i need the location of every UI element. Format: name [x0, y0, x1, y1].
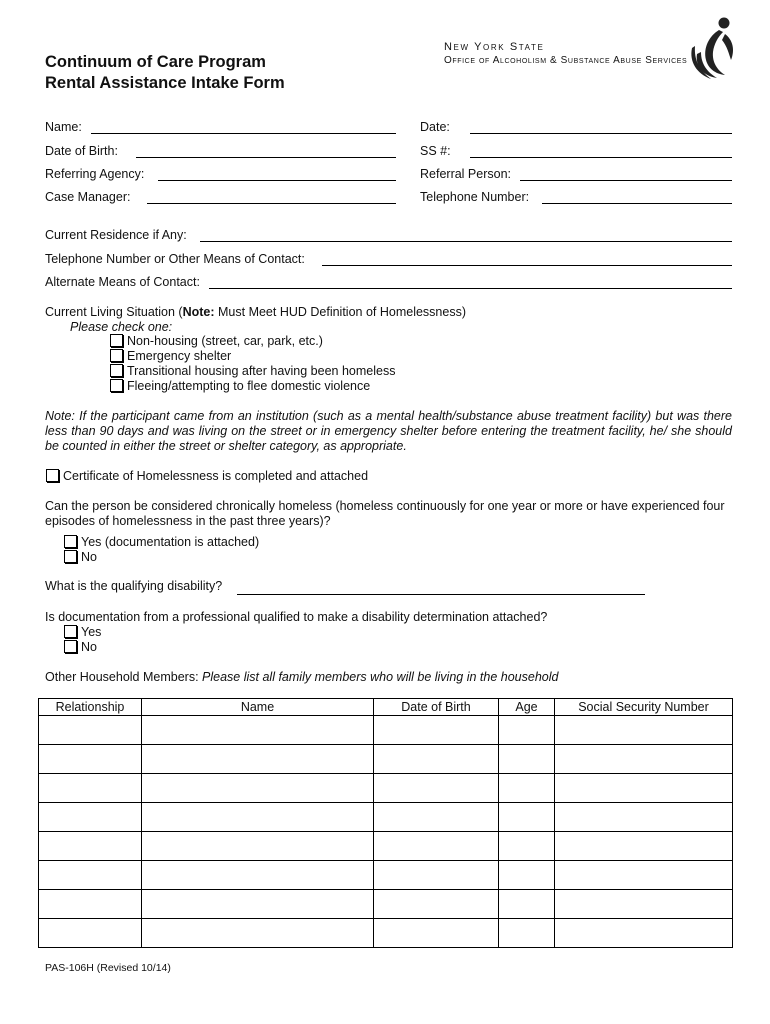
table-cell[interactable]: [374, 890, 499, 919]
option-transitional-housing[interactable]: [110, 364, 395, 379]
alternate-contact-field[interactable]: [209, 288, 732, 289]
documentation-no-label: No: [81, 640, 97, 654]
chronic-no-option[interactable]: [64, 550, 97, 565]
table-cell[interactable]: [499, 861, 555, 890]
checkbox-fleeing-violence[interactable]: [110, 379, 123, 392]
table-cell[interactable]: [374, 716, 499, 745]
table-cell[interactable]: [39, 919, 142, 948]
referral-person-field[interactable]: [520, 180, 732, 181]
telephone-other-label: Telephone Number or Other Means of Contact:: [45, 252, 305, 266]
checkbox-emergency-shelter[interactable]: [110, 349, 123, 362]
household-label: Other Household Members:: [45, 670, 199, 684]
table-cell[interactable]: [142, 861, 374, 890]
table-row: [39, 745, 733, 774]
chronic-no-label: No: [81, 550, 97, 564]
current-residence-label: Current Residence if Any:: [45, 228, 187, 242]
chronic-yes-option[interactable]: [64, 535, 259, 550]
disability-label: What is the qualifying disability?: [45, 579, 223, 593]
table-cell[interactable]: [374, 919, 499, 948]
table-cell[interactable]: [499, 832, 555, 861]
referring-agency-label: Referring Agency:: [45, 167, 145, 181]
certificate-option[interactable]: [46, 469, 368, 484]
table-cell[interactable]: [142, 716, 374, 745]
telephone-other-field[interactable]: [322, 265, 732, 266]
table-cell[interactable]: [142, 919, 374, 948]
referral-person-label: Referral Person:: [420, 167, 512, 181]
checkbox-chronic-no[interactable]: [64, 550, 77, 563]
table-cell[interactable]: [39, 774, 142, 803]
table-cell[interactable]: [39, 745, 142, 774]
name-label: Name:: [45, 120, 82, 134]
telephone-number-field[interactable]: [542, 203, 732, 204]
form-title-line2: Rental Assistance Intake Form: [45, 74, 285, 92]
agency-office: Office of Alcoholism & Substance Abuse Services: [444, 55, 688, 66]
form-title-line1: Continuum of Care Program: [45, 53, 266, 71]
table-row: [39, 832, 733, 861]
table-cell[interactable]: [499, 716, 555, 745]
table-cell[interactable]: [499, 919, 555, 948]
checkbox-transitional-housing[interactable]: [110, 364, 123, 377]
form-revision-footer: PAS-106H (Revised 10/14): [45, 962, 171, 974]
ss-field[interactable]: [470, 157, 732, 158]
case-manager-label: Case Manager:: [45, 190, 131, 204]
institution-note: Note: If the participant came from an institution (such as a mental health/substance abuse treatment facility) but was there less than 90 days and was living on the street or in emergency shelter before entering the treatment facility, he/ she should be counted in either the street or shelter category, as appropriate.: [45, 409, 732, 453]
certificate-label: Certificate of Homelessness is completed and attached: [63, 469, 369, 483]
option-non-housing[interactable]: [110, 334, 323, 349]
chronic-yes-label: Yes (documentation is attached): [81, 535, 260, 549]
table-cell[interactable]: [555, 890, 733, 919]
dob-field[interactable]: [136, 157, 396, 158]
date-field[interactable]: [470, 133, 732, 134]
option-fleeing-violence-label: Fleeing/attempting to flee domestic violence: [127, 379, 371, 393]
table-cell[interactable]: [499, 774, 555, 803]
date-label: Date:: [420, 120, 450, 134]
table-cell[interactable]: [39, 803, 142, 832]
option-non-housing-label: Non-housing (street, car, park, etc.): [127, 334, 323, 348]
form-title: [45, 52, 285, 94]
table-cell[interactable]: [499, 745, 555, 774]
dob-label: Date of Birth:: [45, 144, 118, 158]
table-cell[interactable]: [39, 890, 142, 919]
disability-field[interactable]: [237, 594, 645, 595]
checkbox-documentation-yes[interactable]: [64, 625, 77, 638]
telephone-number-label: Telephone Number:: [420, 190, 530, 204]
checkbox-certificate[interactable]: [46, 469, 59, 482]
documentation-yes-label: Yes: [81, 625, 102, 639]
table-cell[interactable]: [374, 745, 499, 774]
table-row: [39, 716, 733, 745]
column-header-name: Name: [142, 699, 374, 716]
documentation-yes-option[interactable]: [64, 625, 101, 640]
alternate-contact-label: Alternate Means of Contact:: [45, 275, 200, 289]
household-members-table: [38, 698, 733, 948]
living-prefix: Current Living Situation (: [45, 305, 183, 319]
column-header-date-of-birth: Date of Birth: [374, 699, 499, 716]
table-row: [39, 919, 733, 948]
checkbox-documentation-no[interactable]: [64, 640, 77, 653]
table-row: [39, 890, 733, 919]
oasas-figure-logo-icon: [689, 14, 739, 80]
table-cell[interactable]: [555, 832, 733, 861]
table-cell[interactable]: [555, 861, 733, 890]
table-cell[interactable]: [499, 890, 555, 919]
living-suffix: Must Meet HUD Definition of Homelessness): [214, 305, 467, 319]
ss-label: SS #:: [420, 144, 451, 158]
table-cell[interactable]: [374, 803, 499, 832]
checkbox-chronic-yes[interactable]: [64, 535, 77, 548]
table-row: [39, 803, 733, 832]
column-header-age: Age: [499, 699, 555, 716]
table-cell[interactable]: [142, 745, 374, 774]
name-field[interactable]: [91, 133, 396, 134]
living-note-bold: Note:: [182, 305, 215, 319]
table-cell[interactable]: [374, 774, 499, 803]
option-emergency-shelter[interactable]: [110, 349, 231, 364]
documentation-question: Is documentation from a professional qualified to make a disability determination attached?: [45, 610, 548, 624]
current-residence-field[interactable]: [200, 241, 732, 242]
column-header-relationship: Relationship: [39, 699, 142, 716]
table-cell[interactable]: [555, 745, 733, 774]
chronic-question: Can the person be considered chronically homeless (homeless continuously for one year or more or have experienced four episodes of homelessness in the past three years)?: [45, 499, 725, 528]
table-cell[interactable]: [555, 716, 733, 745]
household-heading: [45, 670, 558, 684]
table-cell[interactable]: [499, 803, 555, 832]
table-cell[interactable]: [555, 919, 733, 948]
option-fleeing-violence[interactable]: [110, 379, 370, 394]
check-one-instruction: Please check one:: [70, 320, 173, 334]
table-cell[interactable]: [555, 774, 733, 803]
household-instruction: Please list all family members who will be living in the household: [202, 670, 559, 684]
table-cell[interactable]: [142, 832, 374, 861]
table-row: [39, 774, 733, 803]
table-cell[interactable]: [39, 832, 142, 861]
table-cell[interactable]: [142, 890, 374, 919]
table-cell[interactable]: [374, 832, 499, 861]
option-emergency-shelter-label: Emergency shelter: [127, 349, 232, 363]
table-cell[interactable]: [555, 803, 733, 832]
checkbox-non-housing[interactable]: [110, 334, 123, 347]
table-cell[interactable]: [39, 716, 142, 745]
table-cell[interactable]: [142, 774, 374, 803]
table-row: [39, 861, 733, 890]
column-header-ssn: Social Security Number: [555, 699, 733, 716]
agency-name: [444, 40, 687, 68]
table-cell[interactable]: [374, 861, 499, 890]
case-manager-field[interactable]: [147, 203, 396, 204]
table-header-row: [39, 699, 733, 716]
documentation-no-option[interactable]: [64, 640, 97, 655]
table-cell[interactable]: [39, 861, 142, 890]
table-cell[interactable]: [142, 803, 374, 832]
agency-state: New York State: [444, 41, 545, 53]
living-situation-heading: [45, 305, 466, 319]
option-transitional-housing-label: Transitional housing after having been homeless: [127, 364, 396, 378]
referring-agency-field[interactable]: [158, 180, 396, 181]
